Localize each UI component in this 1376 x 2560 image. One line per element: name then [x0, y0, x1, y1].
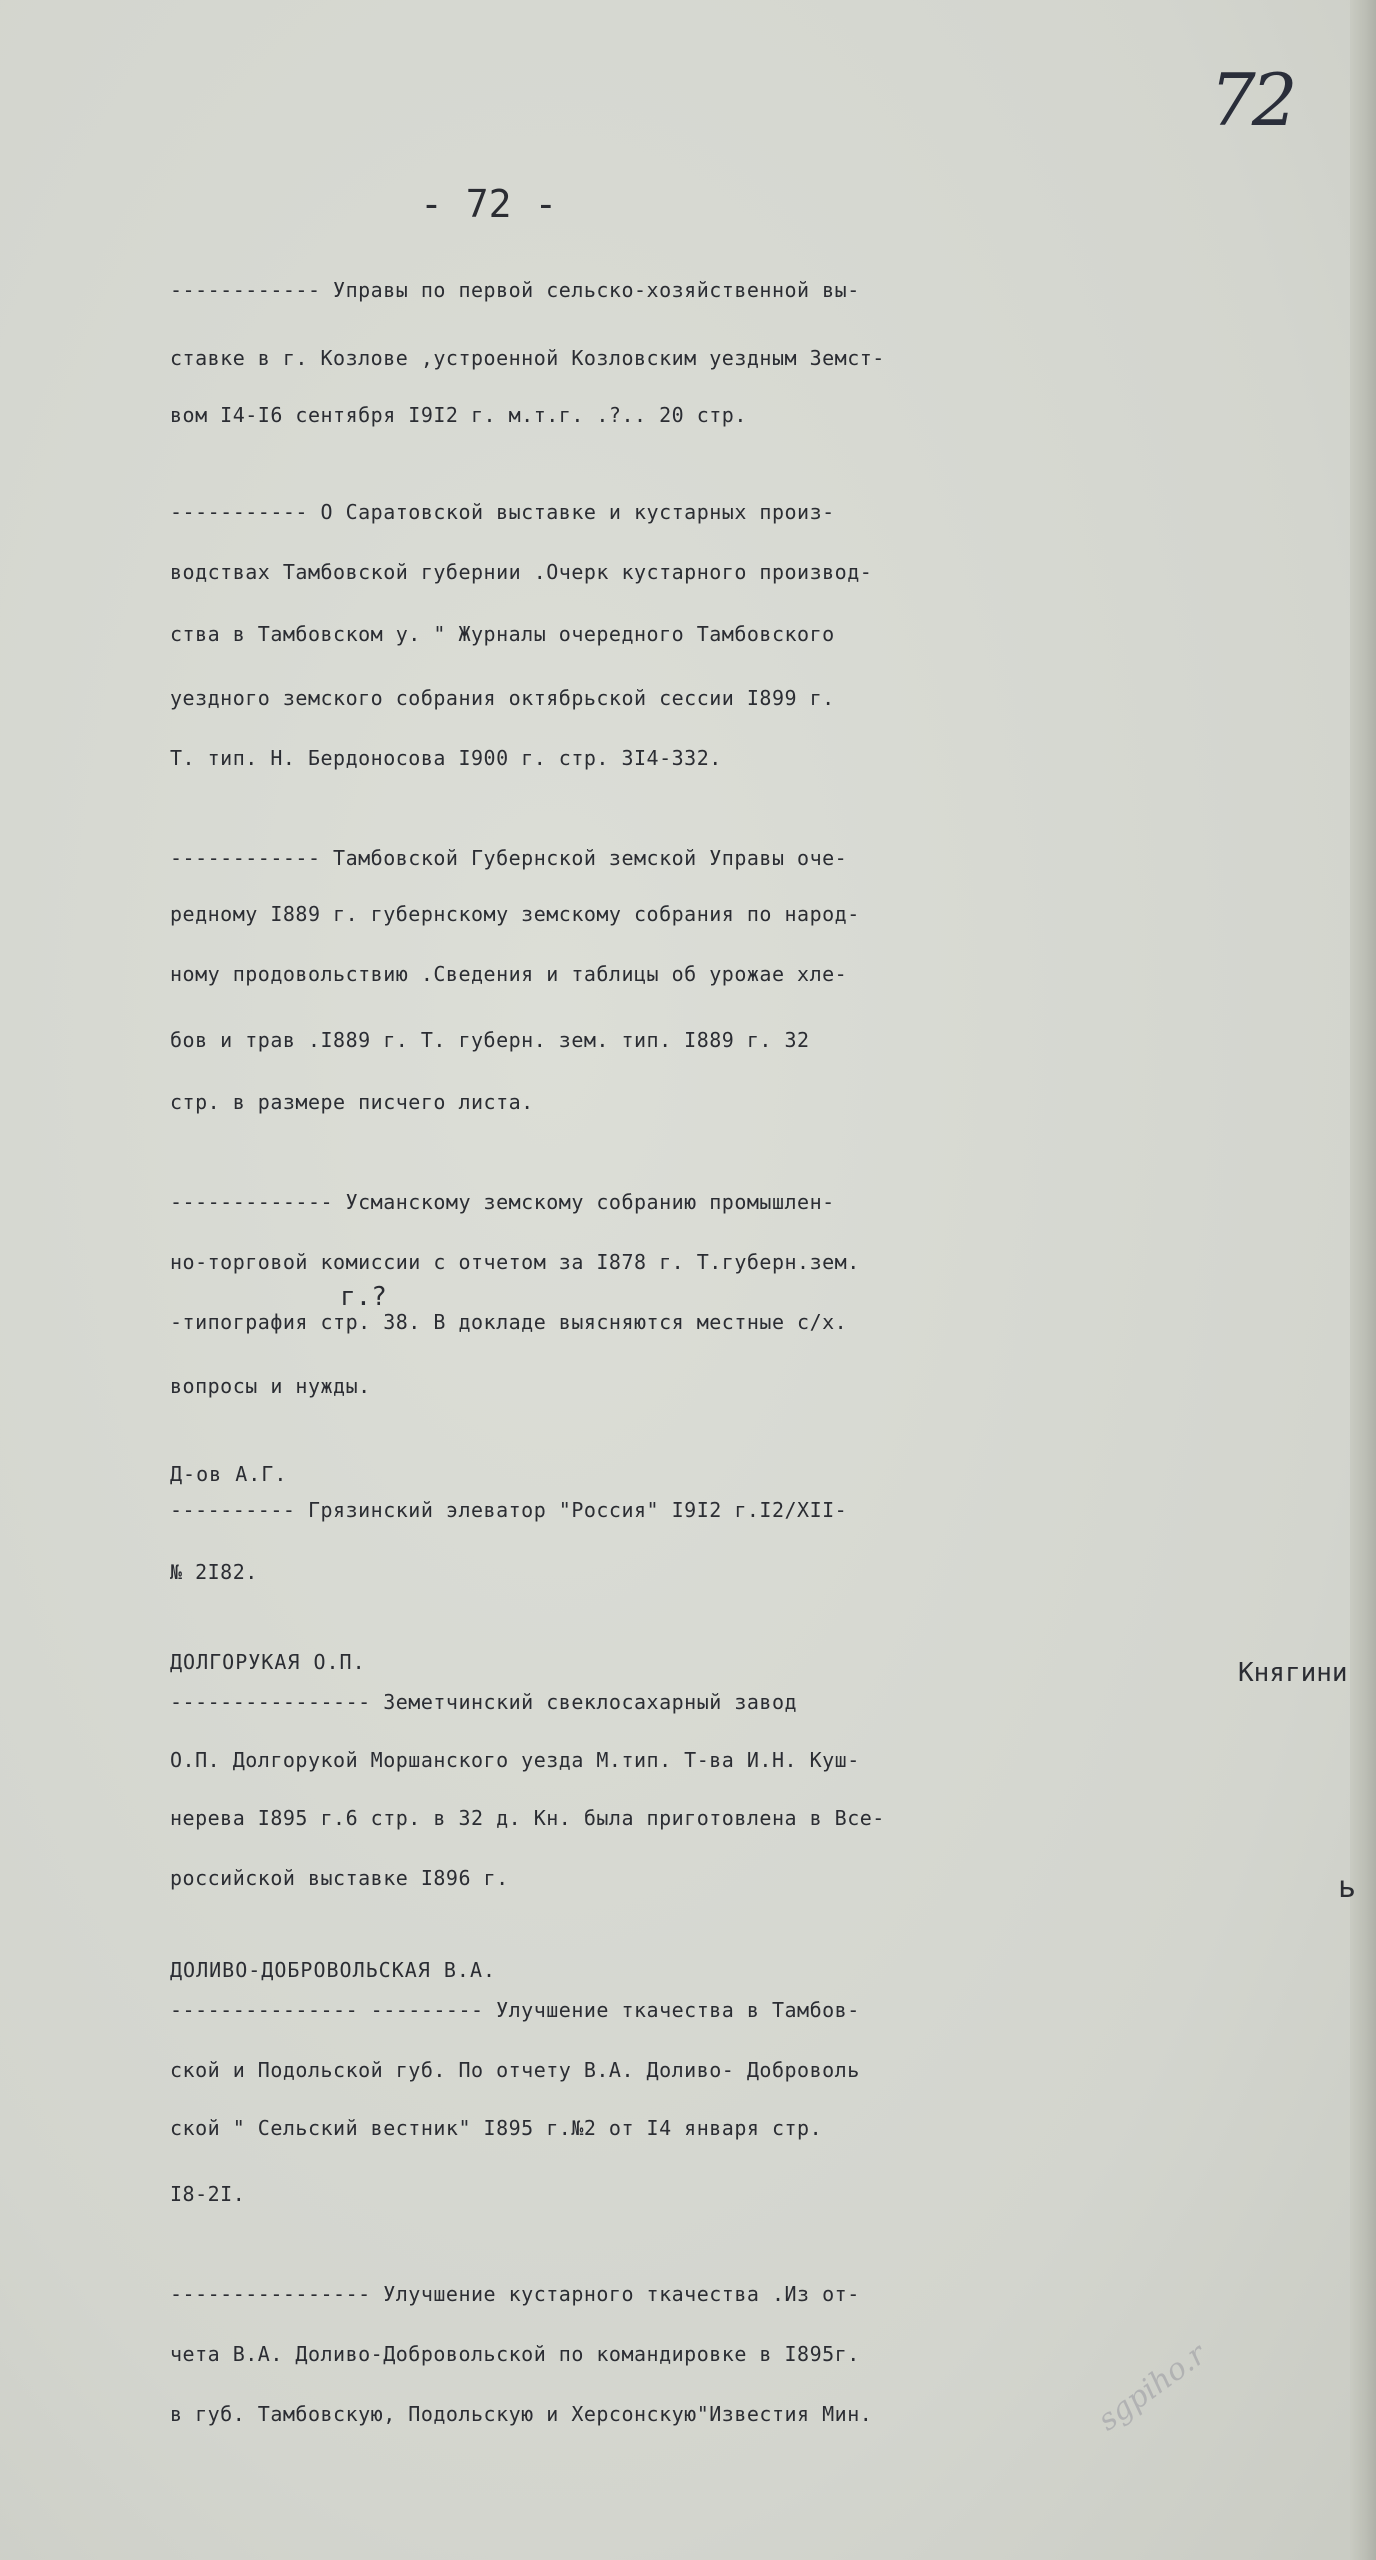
text-line: ----------- О Саратовской выставке и кустарных произ-	[170, 500, 835, 524]
text-line: нерева I895 г.6 стр. в 32 д. Кн. была приготовлена в Все-	[170, 1806, 885, 1830]
handwritten-insert: г.?	[340, 1282, 387, 1312]
text-line: российской выставке I896 г.	[170, 1866, 509, 1890]
text-line: водствах Тамбовской губернии .Очерк кустарного производ-	[170, 560, 873, 584]
text-line: --------------- --------- Улучшение ткачества в Тамбов-	[170, 1998, 860, 2022]
text-line: О.П. Долгорукой Моршанского уезда М.тип. Т-ва И.Н. Куш-	[170, 1748, 860, 1772]
margin-letter: ь	[1338, 1870, 1357, 1905]
text-line: ------------ Тамбовской Губернской земской Управы оче-	[170, 846, 848, 870]
text-line: чета В.А. Доливо-Добровольской по командировке в I895г.	[170, 2342, 860, 2366]
folio-number: 72	[1210, 58, 1294, 142]
author-heading: Д-ов А.Г.	[170, 1462, 288, 1486]
text-line: стр. в размере писчего листа.	[170, 1090, 534, 1114]
text-line: вом I4-I6 сентября I9I2 г. м.т.г. .?.. 20 стр.	[170, 403, 747, 427]
text-line: в губ. Тамбовскую, Подольскую и Херсонскую"Известия Мин.	[170, 2402, 873, 2426]
text-line: ---------- Грязинский элеватор "Россия" I9I2 г.I2/XII-	[170, 1498, 848, 1522]
text-line: № 2I82.	[170, 1560, 258, 1584]
text-line: ному продовольствию .Сведения и таблицы об урожае хле-	[170, 962, 848, 986]
text-line: бов и трав .I889 г. Т. губерн. зем. тип. I889 г. 32	[170, 1028, 810, 1052]
text-line: вопросы и нужды.	[170, 1374, 371, 1398]
text-line: Т. тип. Н. Бердоносова I900 г. стр. 3I4-332.	[170, 746, 722, 770]
text-line: ------------- Усманскому земскому собранию промышлен-	[170, 1190, 835, 1214]
handwritten-note: Княгини	[1238, 1658, 1348, 1688]
text-line: -типография стр. 38. В докладе выясняются местные с/х.	[170, 1310, 848, 1334]
text-line: но-торговой комиссии с отчетом за I878 г. Т.губерн.зем.	[170, 1250, 860, 1274]
text-line: I8-2I.	[170, 2182, 246, 2206]
text-line: редному I889 г. губернскому земскому собрания по народ-	[170, 902, 860, 926]
page-number: - 72 -	[420, 182, 558, 226]
watermark: sgpiho.r	[1091, 2336, 1213, 2439]
text-line: ставке в г. Козлове ,устроенной Козловским уездным Земст-	[170, 346, 885, 370]
text-line: ---------------- Улучшение кустарного ткачества .Из от-	[170, 2282, 860, 2306]
page-edge	[1350, 0, 1376, 2560]
author-heading: ДОЛИВО-ДОБРОВОЛЬСКАЯ В.А.	[170, 1958, 497, 1982]
text-line: ства в Тамбовском у. " Журналы очередного Тамбовского	[170, 622, 835, 646]
text-line: ------------ Управы по первой сельско-хозяйственной вы-	[170, 278, 860, 302]
text-line: уездного земского собрания октябрьской сессии I899 г.	[170, 686, 835, 710]
text-line: ---------------- Земетчинский свеклосахарный завод	[170, 1690, 798, 1714]
text-line: ской и Подольской губ. По отчету В.А. Доливо- Доброволь	[170, 2058, 860, 2082]
author-heading: ДОЛГОРУКАЯ О.П.	[170, 1650, 366, 1674]
text-line: ской " Сельский вестник" I895 г.№2 от I4 января стр.	[170, 2116, 823, 2140]
